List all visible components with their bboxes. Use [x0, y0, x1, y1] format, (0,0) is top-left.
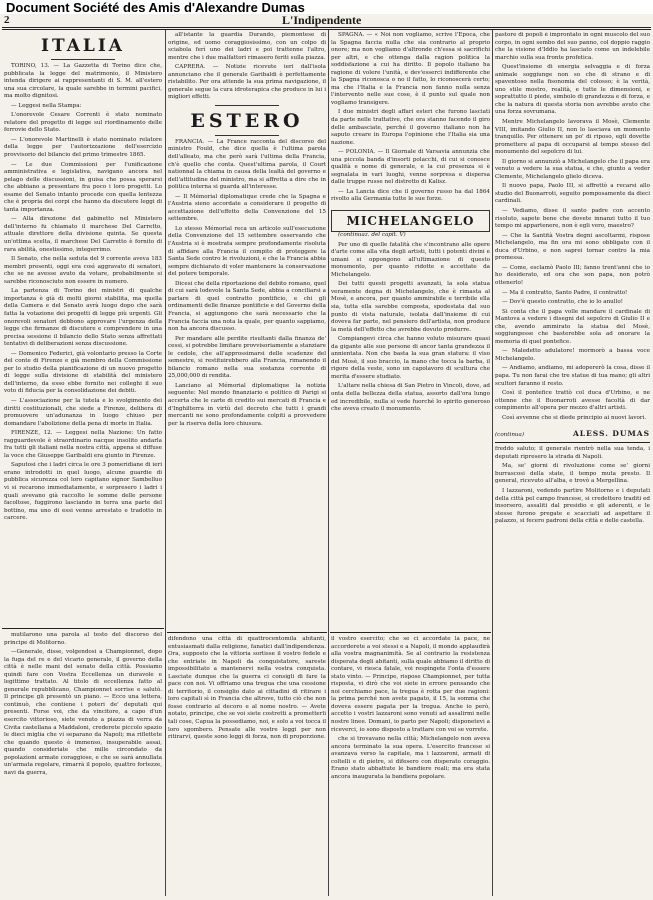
section-separator	[215, 105, 278, 106]
article-paragraph: — Dov'è questo contratto, che io lo anullo!	[502, 299, 623, 306]
section-title-estero: ESTERO	[190, 109, 304, 132]
article-paragraph: Il Senato, che nella seduta del 9 corrente aveva 183 membri presenti, oggi era così aggravato di senatori, che se ne avesse avuto da votare, probabilmente si sarebbe riconosciuto non essere in numero.	[4, 256, 162, 285]
article-paragraph: — Domenico Federici, già volontario presso la Corte del conte di Firenze e già membro della Commissione per lo studio della pianificazione di un nuovo progetto di legge sulla divisione di stabilità del ministero dell'interno, da esso ebbe fornito nei colleghi il suo voto di fiducia per la consolidazione dei debiti.	[4, 350, 162, 395]
article-paragraph: — Il Mémorial diplomatique crede che la Spagna e l'Austria sieno accordate a considerare il progetto di accettazione dell'effetto della Convenzione del 15 settembre.	[168, 193, 326, 223]
column-italia	[4, 32, 162, 627]
article-paragraph: — POLONIA. — Il Giornale di Varsavia annunzia che una piccola banda d'insorti polacchi, di cui si conosce qualità e nome di generale, e la cui presenza si è segnalata in vari luoghi, venne sorpresa e dispersa dalle truppe russe nel distretto di Kalisz.	[331, 149, 490, 186]
article-paragraph: Lo stesso Mémorial reca un articolo sull'esecuzione della Convenzione del 15 settembre osservando che l'Austria si è mostrata sempre profondamente risoluta di affidare alla Francia il compito di proteggere la Santa Sede contro le rivoluzioni, e che la Francia abbia sempre dichiarato di voler mantenere la conservazione del potere temporale.	[168, 225, 326, 278]
article-paragraph: il vostro esercito; che se ci accordate la pace, ne accorderete a voi stessi e a Napoli, il mondo applaudirà alla vostra magnanimità. Se al contrario la resistenza disperata degli abitanti, sulla quale abbiamo il diritto di contare, vi riesca fatale, voi respingete l'onta d'essere stato vinto. — Principe, rispose Championnet, per tutta risposta, vi dirò che voi siete in errore pensando che noi cerchiamo pace, la tregua è rotta per due ragioni: la prima perché non avete pagato, il 15, la somma che doveva essere pagata per la tregua. Anche io però, accetto i vostri lazzaroni sono venuti ad assalirmi nelle nostre linee. Domani, io parto per Napoli; disponetevi a riceverci, io sono disposto a trattare con voi se vorrete.	[331, 636, 490, 733]
bottom-column-2	[168, 636, 326, 896]
article-paragraph: I lazzaroni, vedendo partire Molitorno e i deputati della città pel campo francese, si credettero traditi ed insorsero, assaliti dal presidio e gli aderenti, e le stesse furono pregate e scacciati ad aspettare il palazzo, si fecero padroni della città e delle castella.	[495, 487, 650, 525]
article-paragraph: —Generale, disse, volgendosi a Championnet, dopo la fuga del re e del vicario generale, il governo della città è nelle mani del senato della città. Possiamo quindi fare con Vostra Eccellenza un duravole e legittimo trattato. Al titolo di eccellenza fatto al generale repubblicano, Championnet sorrise e salutò. Il principe gli presentò un piano. — Ecco una lettera, continuò, che contiene i poteri de' deputati qui presenti. Forse voi, che da vincitore, a capo d'un esercito vittorioso, siete venuto a piazza di verra da Civita castellana a Maddaloni, crederete piccolo spazio le dieci miglia che vi separano da Napoli; ma riflettete che quando questo è immenso, insuperabile assai, quando consideriate che mille circondato da popolazioni armate coraggiose, e che se sarà annullata un'armata regolare, rimarrà il popolo, quattro fortezze, navi da guerra,	[4, 649, 162, 776]
article-paragraph: Mentre Michelangelo lavorava il Mosè, Clemente VIII, imitando Giulio II, non lo lasciava un momento tranquillo. Per ottenere un po' di riposo, egli dovette promettere al papa di occuparsi al tempo stesso del monumento del sepolcro di lui.	[495, 119, 650, 156]
article-paragraph: difendono una città di quattrocentomila abitanti, entusiasmati dalla religione, fanatici dall'indipendenza. Ora, supposto che la vittoria sortisse il vostro fedele e che entriate in Napoli da conquistatore, sareste impossibilitato a mantenervi nella vostra conquista. Lasciate dunque che la guerra ci consigli di fare la pace con noi. Vi offriamo una tregua che una cessione di territorio, il consiglio dato ai cittadini di ritirare i loro capitali sì in Francia che altrove, tutto ciò che non fosse contrario al decoro e al nome nostro. — Avete notato, principe, che se voi siete costretti a prometterli tali cose, Capua la possediamo, noi, e solo a voi tocca il loro sgombero. Pensate alle vostre leggi per non ritirarvi, queste sono leggi di forza, non di proporzione.	[168, 636, 326, 741]
column-estero	[168, 32, 326, 630]
column-divider-3	[492, 30, 493, 896]
top-rule-2	[2, 29, 651, 30]
newspaper-masthead: L'Indipendente	[282, 13, 362, 27]
article-paragraph: Ma, se' giorni di rivoluzione come se' giorni burrascosi della state, il tempo muta presto. Il general, ricevuto all'alba, e trovò a Mergellina.	[495, 463, 650, 485]
article-paragraph: — La Lancia dice che il governo russo ha dal 1864 rivolto alla Germania tutte le sue forze.	[331, 188, 490, 203]
document-banner	[0, 0, 653, 14]
bottom-column-1	[4, 632, 162, 896]
banner-title: Document Société des Amis d'Alexandre Dumas	[6, 0, 305, 15]
column-divider-1	[165, 30, 166, 896]
article-paragraph: Compiangevi circa che hanno voluto misurare quasi da gigante alle sue persone di ancor tanta grandezza il annientata. Non che basta la sua gran statura: il viso del Mosè, il suo braccio, la mano che tocca la barba, il rigore della veste, sono un capolavoro di scultura che merita d'essere studiato.	[331, 336, 490, 380]
article-paragraph: Per uno di quelle fatalità che s'incontrano alle opere d'arte come alla vita degli artisti, tutti i potenti divini e umani si oppongono all'ultimazione di questo monumento, per quanto ridotte e accettate da Michelangelo.	[331, 241, 490, 278]
article-paragraph: Saputosi che i ladri circa le ore 3 pomeridiane di ieri erano introdotti in quel luogo, alcune guardie di pubblica sicurezza col loro capitano signor Sambelluo vi si recarono immediatamente, e sorpresero i ladri i quali avevano già raccolto le somme delle persone facoltose, fuggirono lasciando in terra una parte del bottino, ma uno di essi venne arrestato e tradotto in carcere.	[4, 462, 162, 522]
article-paragraph: L'altare nella chiesa di San Pietro in Vincoli, dove, ad onta della bellezza della statua, assorto dall'ora lungo ed incredibile, nulla si vede fuorché lo spirito generoso che aveva creato il monumento.	[331, 383, 490, 413]
bottom-column-3	[331, 636, 490, 896]
section-separator	[215, 135, 278, 136]
author-signature: ALESS. DUMAS	[572, 429, 650, 439]
article-paragraph: I due ministri degli affari esteri che furono lasciati da parte nelle trattative, che ora stanno facendo il giro delle ambasciate, perché il governo italiano non ha saputo creare in Europa l'opinione che l'Italia sia una nazione.	[331, 109, 490, 146]
article-paragraph: L'onorevole Cesare Correnti è stato nominato relatore del progetto di legge sul riordinamento delle ferrovie dello Stato.	[4, 112, 162, 134]
article-paragraph: TORINO, 13. — La Gazzetta di Torino dice che, pubblicata la legge del matrimonio, il Ministero intenda dirigere ai rappresentanti di S. M. all'estero una sua circolare, la quale sarebbe in termini pacifici, ma molto dignitosi.	[4, 63, 162, 100]
section-title-italia: ITALIA	[41, 36, 125, 56]
article-paragraph: Dei tutti questi progetti avanzati, la sola statua veramente degna di Michelangelo, che è rimasta al Mosè, e ancora, per quanto ammirabile e terribile ella sia, tutta ella sarebbe composta, spodestata dal suo punto di vista naturale, isolata dall'insieme di cui doveva far parte, nel pensiero dell'artista, non produce la metà dell'effetto che avrebbe dovuto produrre.	[331, 281, 490, 333]
article-paragraph: — Leggesi nella Stampa:	[11, 102, 82, 109]
article-paragraph: CAPRERA. — Notizie ricevute ieri dall'isola annunciano che il generale Garibaldi è perfettamente ristabilito. Per ora attende la sua prima navigazione, il generale segue la cura idroterapica che produce in lui i migliori effetti.	[168, 64, 326, 101]
article-paragraph: Così avvenne che si diede principio ai nuovi lavori.	[502, 414, 647, 421]
article-paragraph: — Che la Santità Vostra degni ascoltarmi, rispose Michelangelo, ma fin ora mi sono obbligato con il duca d'Urbino, e non saprei tornar contro la mia promessa.	[495, 232, 650, 262]
feuilleton-subtitle: (continuaz. del capit. V)	[338, 232, 406, 239]
article-paragraph: Si conta che il papa volle mandare il cardinale di Mantova a vedere i disegni del sepolcro di Giulio II e che, avendo ammirato la statua del Mosè, soggiungesse che basterebbe sola ad onorare la memoria di quel pontefice.	[495, 308, 650, 345]
article-paragraph: — Come, esclamò Paolo III; fanno trent'anni che io ho desiderato, ed ora che son papa, non potrò ottenerlo!	[495, 264, 650, 286]
article-paragraph: Il giorno si annunziò a Michelangelo che il papa era venuto a vedere la sua statua, e che, giunto a veder Clemente, Michelangelo glielo diceva.	[495, 158, 650, 180]
article-paragraph: FRANCIA. — La France racconta del discorso del ministro Fould, che dice quella è l'ultima parola dell'alleato, ma che però sarà l'ultima della Francia, ch'è quello che conta. Quest'ultima parola, il Court nationnal la chiama in causa della lealtà del governo e dell'attitudine del ministro, ma si affretta a dire che in politica interna si guarda all'interesse.	[168, 138, 326, 191]
continued-note: (continua)	[495, 432, 525, 439]
cut-rule-2	[167, 632, 327, 633]
article-paragraph: Il nuovo papa, Paolo III, si affrettò a recarsi allo studio del Buonarroti, seguito pomposamente da dieci cardinali.	[495, 183, 650, 205]
feuilleton-title: MICHELANGELO	[331, 210, 490, 232]
article-paragraph: Per mandare alle perdite risultanti dalla finanza de' cessi, si potrebbe limitare provvisoriamente a stanziare le cedole, che all'approssimarsi delle scadenze del semestre, si restituirebbero alla Francia, rimanendo il bilancio romano nella sua sostanza corrente di 25,000,000 di rendita.	[168, 335, 326, 380]
top-rule	[2, 27, 651, 28]
cut-rule-3	[330, 632, 491, 633]
article-paragraph: Dicesi che della riportazione del debito romano, quel di cui sarà lodevole la Santa Sede, abbia a conciliarsi a parlare di quel contratto pontificio, e chi gli ordinamenti delle finanze pontificie e del Governo della Francia, si aggiungono che sarà necessario che la Francia faccia una nota la quale, per quanto sappiamo, non ha ancora discusso.	[168, 280, 326, 333]
article-paragraph: SPAGNA. — « Noi non vogliamo, scrive l'Epoca, che la Spagna faccia nulla che sia contrario al proprio onore; ma non vogliamo d'altronde ch'essa si sacrifichi per altri, e che ottenga dalla ragion politica la soddisfazione a cui ha diritto. Il popolo italiano ha ragione di volere l'unità, e dev'esserci indifferente che la Spagna riconosca o no il fatto, lo riconoscerà certo; ma che l'Italia e la Francia non fanno nulla senza l'intervento nelle sue cose, è il punto sul quale non vogliamo transigere.	[331, 32, 490, 106]
article-paragraph: — Vediamo, disse il santo padre con accento risoluto, sapete bene che dovete innanzi tutto il tuo tempo mi appartenere, non è egli vero, maestro?	[495, 208, 650, 230]
article-paragraph: Quest'insieme di energia selvaggia e di forza animale soggiunge non so che di strano e di spaventoso nella fisonomia del colosso; è la verità, uno stile mostro, realità, e tutte le dimensioni, e soprattutto il piede, simbolo di grandezza e di forza, e che la natura di questa storia non avrebbe avuto che una forza sovrumana.	[495, 64, 650, 116]
column-divider-2	[328, 30, 329, 896]
article-paragraph: mutilarono una parola al testo del discorso del principe di Molitorno.	[4, 632, 162, 646]
column-michelangelo	[331, 32, 490, 630]
article-paragraph: all'istante la guardia Durando, piemontese di origine, ed uomo coraggiosissimo, con un colpo di sciabola ferì uno dei ladri e poi trattenne l'altro, mentre che i due malfattori rimasero feriti sulla piazza.	[168, 32, 326, 61]
page-number: 2	[4, 14, 10, 26]
article-paragraph: Così il pontefice trattò col duca d'Urbino, e ne ottenne che il Buonarroti avesse facoltà di dar compimento all'opera per mezzo d'altri artisti.	[495, 390, 650, 412]
article-paragraph: — L'associazione per la tutela e lo svolgimento dei diritti costituzionali, che siede a Firenze, delibera di promuovere un'adunanza in luogo chiuso per domandare l'abolizione della pena di morte in Italia.	[4, 397, 162, 427]
article-paragraph: che si trovavano nella città; Michelangelo non aveva ancora terminato la sua opera. L'esercito francese si avanzava verso la capitale, ma i lazzaroni, armati di coltelli e di pietre, si difesero con disperato coraggio. Erano stato abbattute le bandiere reali; ma era stata ancora inaugurata la bandiera popolare.	[331, 736, 490, 780]
article-paragraph: Lanciano al Mémorial diplomatique la notizia seguente: Nel mondo finanziario e politico di Parigi si accerta che le carte di credito sui mercati di Francia e d'Inghilterra in virtù del decreto che tutti i grandi mercanti ne sono profondamente colpiti a provvedere per la riserva della loro chiusura.	[168, 382, 326, 427]
article-paragraph: — Le due Commissioni per l'unificazione amministrativa e legislativa, navigano ancora nel pelago delle discussioni, in guisa che possa sperarsi che abbiano a presentare fra poco i loro progetti. Lo esame del Senato intanto procede con quella lentezza che è propria dei corpi che hanno da discutere leggi di tanta importanza.	[4, 161, 162, 213]
article-paragraph: — Ma il contratto, Santo Padre, il contratto!	[502, 289, 628, 296]
article-paragraph: La partenza di Torino dei ministri di qualche importanza è già di molti giorni stabilita, ma quella della Camera e del Senato avrà luogo dopo che sarà fatta la votazione dei progetti di legge più urgenti. Gli onorevoli senatori debbono approvare l'urgenza della legge che firmanze di discutere e comprendere in una precisa sessione il bilancio dello Stato senza affrettati tentativi di deliberazioni senza discussione.	[4, 288, 162, 348]
article-paragraph: FIRENZE, 12. — Leggesi nella Nazione: Un fatto ragguardevole è straordinario nacque insolito andarla fra tutti gli italiani nella nostra città, appena si diffuse la voce che Giuseppe Garibaldi era giunto in Firenze.	[4, 430, 162, 459]
cut-rule-1	[2, 628, 164, 629]
article-paragraph: — Maledetto adulatore! mormorò a bassa voce Michelangelo.	[495, 348, 650, 362]
feuilleton-end-rule	[495, 442, 650, 443]
article-paragraph: — Alla direzione del gabinetto nel Ministero dell'interno fu chiamato il marchese Del Carretto, attuale direttore della divisione quinta. Se questa un'ottima scelta, il marchese Del Carretto è fornito di rara abilità, onestissimo, integerrimo.	[4, 216, 162, 253]
column-feuilleton-continued	[495, 32, 650, 896]
article-paragraph: — Andiamo, andiamo, mi adopererò la cosa, disse il papa. Tu non farai che tre statue di tua mano; gli altri scultori faranno il resto.	[495, 365, 650, 387]
article-paragraph: — L'onorevole Martinelli è stato nominato relatore della legge per l'autorizzazione dell'esercizio provvisorio del bilancio del primo trimestre 1865.	[4, 136, 162, 159]
article-paragraph: pastore di popoli è improntato in ogni muscolo del suo corpo, in ogni sembo del suo panno, col doppio raggio che la visione d'Iddio ha lasciato come un indelebile marchio sulla sua fronte profetica.	[495, 32, 650, 61]
article-paragraph: freddo saluto; il generale rientrò nella sua tenda, i deputati ripresero la strada di Napoli.	[495, 446, 650, 460]
signature-row	[495, 425, 650, 438]
section-separator	[51, 59, 114, 60]
